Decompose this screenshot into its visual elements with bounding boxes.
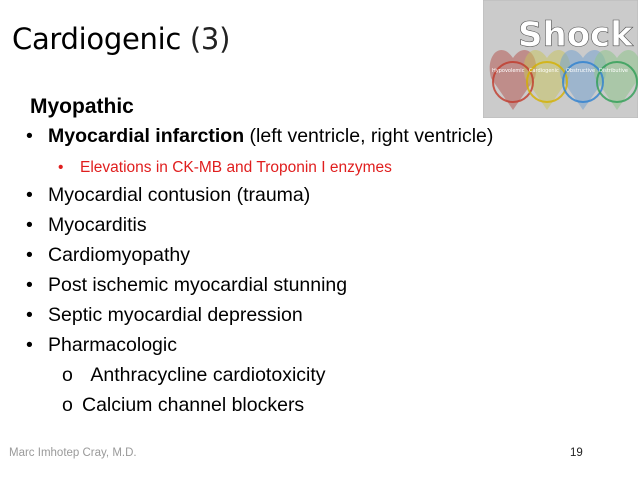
list-item-cardiomyopathy xyxy=(26,244,190,267)
sub-list-item-anthracycline xyxy=(62,364,326,387)
list-item-pharmacologic xyxy=(26,334,177,357)
bullet-dot: • xyxy=(26,304,33,326)
item-text: Cardiomyopathy xyxy=(48,244,190,266)
title-part-number: (3) xyxy=(189,22,231,56)
slide-title xyxy=(12,22,230,56)
bullet-dot: • xyxy=(26,244,33,266)
svg-text:Cardiogenic: Cardiogenic xyxy=(529,68,559,74)
circle-bullet-marker: o xyxy=(62,364,73,386)
item-text: Post ischemic myocardial stunning xyxy=(48,274,348,296)
shock-thumbnail-image xyxy=(483,0,638,118)
sub-list-item-enzymes xyxy=(58,159,392,177)
bullet-dot: • xyxy=(26,214,33,236)
bullet-dot: • xyxy=(26,274,33,296)
title-main: Cardiogenic xyxy=(12,22,181,56)
item-bold-text: Myocardial infarction xyxy=(48,125,245,147)
svg-text:Hypovolemic: Hypovolemic xyxy=(492,68,525,74)
bullet-dot: • xyxy=(26,334,33,356)
bullet-dot: • xyxy=(26,125,33,147)
item-text: Myocardial contusion (trauma) xyxy=(48,184,311,206)
list-item-myocarditis xyxy=(26,214,147,237)
item-text: (left ventricle, right ventricle) xyxy=(244,125,494,147)
item-text: Elevations in CK-MB and Troponin I enzymes xyxy=(80,159,392,176)
svg-text:Shock: Shock xyxy=(518,15,633,55)
item-text: Anthracycline cardiotoxicity xyxy=(86,364,326,386)
shock-types-illustration-icon xyxy=(483,0,638,118)
item-text: Septic myocardial depression xyxy=(48,304,303,326)
item-text: Calcium channel blockers xyxy=(82,394,305,416)
sub-list-item-calcium-channel xyxy=(62,394,304,417)
list-item-myocardial-infarction xyxy=(26,125,493,148)
svg-text:Obstructive: Obstructive xyxy=(566,68,596,74)
item-text: Pharmacologic xyxy=(48,334,177,356)
footer-author: Marc Imhotep Cray, M.D. xyxy=(9,447,137,459)
item-text: Myocarditis xyxy=(48,214,147,236)
section-heading: Myopathic xyxy=(30,95,134,118)
page-number: 19 xyxy=(570,447,583,459)
list-item-stunning xyxy=(26,274,347,297)
list-item-contusion xyxy=(26,184,310,207)
list-item-septic-depression xyxy=(26,304,303,327)
bullet-dot: • xyxy=(58,159,64,176)
svg-text:Distributive: Distributive xyxy=(599,68,628,74)
bullet-dot: • xyxy=(26,184,33,206)
circle-bullet-marker: o xyxy=(62,394,73,416)
